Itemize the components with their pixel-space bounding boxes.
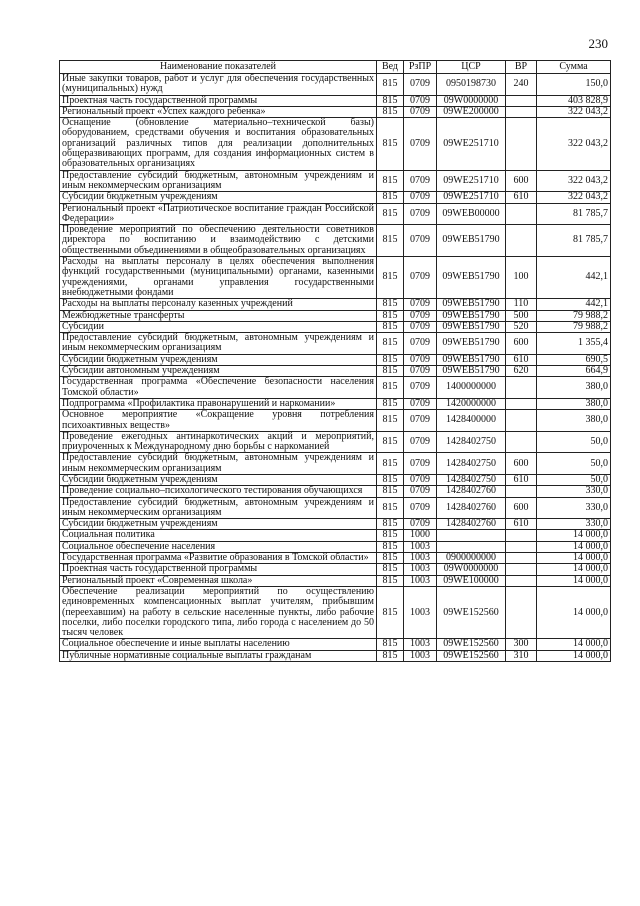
cell-name: Проектная часть государственной программы	[60, 95, 377, 106]
table-row	[60, 486, 611, 497]
cell-name: Проведение ежегодных антинаркотических акций и мероприятий, приуроченных к Международному дню борьбы с наркоманией	[60, 431, 377, 453]
cell-sum: 322 043,2	[537, 118, 611, 170]
cell-name: Обеспечение реализации мероприятий по осуществлению единовременных компенсационных выплат учителям, прибывшим (переехавшим) на работу в сельские населенные пункты, либо рабочие поселки, либо поселки городского типа, либо города с населением до 50 тысяч человек	[60, 586, 377, 638]
cell-vr: 610	[506, 474, 537, 485]
header-csr: ЦСР	[437, 61, 506, 74]
table-row	[60, 95, 611, 106]
cell-ved: 815	[377, 586, 404, 638]
cell-csr: 1428402760	[437, 486, 506, 497]
cell-sum: 442,1	[537, 299, 611, 310]
cell-csr: 09WE152560	[437, 639, 506, 650]
cell-vr: 100	[506, 257, 537, 299]
table-row	[60, 118, 611, 170]
cell-csr: 1428402760	[437, 519, 506, 530]
cell-sum: 79 988,2	[537, 310, 611, 321]
cell-sum: 322 043,2	[537, 106, 611, 117]
cell-rzpr: 1003	[404, 639, 437, 650]
cell-csr: 1420000000	[437, 398, 506, 409]
cell-vr: 310	[506, 650, 537, 661]
cell-sum: 1 355,4	[537, 333, 611, 355]
table-row	[60, 366, 611, 377]
cell-rzpr: 0709	[404, 257, 437, 299]
cell-vr	[506, 106, 537, 117]
cell-sum: 322 043,2	[537, 192, 611, 203]
cell-ved: 815	[377, 354, 404, 365]
cell-sum: 14 000,0	[537, 639, 611, 650]
cell-csr: 1400000000	[437, 377, 506, 399]
cell-name: Региональный проект «Современная школа»	[60, 575, 377, 586]
cell-rzpr: 0709	[404, 474, 437, 485]
cell-vr	[506, 564, 537, 575]
cell-ved: 815	[377, 497, 404, 519]
cell-name: Предоставление субсидий бюджетным, автономным учреждениям и иным некоммерческим организациям	[60, 333, 377, 355]
cell-rzpr: 0709	[404, 453, 437, 475]
cell-name: Региональный проект «Патриотическое воспитание граждан Российской Федерации»	[60, 203, 377, 225]
table-row	[60, 575, 611, 586]
cell-rzpr: 0709	[404, 497, 437, 519]
cell-sum: 322 043,2	[537, 170, 611, 192]
cell-csr: 1428402750	[437, 453, 506, 475]
cell-rzpr: 0709	[404, 410, 437, 432]
cell-csr: 09WEB00000	[437, 203, 506, 225]
cell-ved: 815	[377, 310, 404, 321]
cell-rzpr: 0709	[404, 486, 437, 497]
table-row	[60, 564, 611, 575]
cell-sum: 380,0	[537, 398, 611, 409]
cell-rzpr: 0709	[404, 74, 437, 96]
cell-sum: 50,0	[537, 474, 611, 485]
header-ved: Вед	[377, 61, 404, 74]
cell-name: Расходы на выплаты персоналу в целях обеспечения выполнения функций государственными (муниципальными) органами, казенными учреждениями, органами управления государственными внебюджетными фондами	[60, 257, 377, 299]
cell-vr	[506, 553, 537, 564]
cell-rzpr: 1003	[404, 650, 437, 661]
cell-csr: 09WEB51790	[437, 333, 506, 355]
table-row	[60, 410, 611, 432]
cell-ved: 815	[377, 95, 404, 106]
cell-ved: 815	[377, 519, 404, 530]
table-row	[60, 497, 611, 519]
cell-rzpr: 0709	[404, 225, 437, 257]
cell-ved: 815	[377, 650, 404, 661]
table-row	[60, 541, 611, 552]
cell-rzpr: 0709	[404, 366, 437, 377]
cell-vr: 600	[506, 497, 537, 519]
cell-vr	[506, 118, 537, 170]
cell-name: Социальная политика	[60, 530, 377, 541]
table-row	[60, 431, 611, 453]
cell-vr	[506, 575, 537, 586]
cell-sum: 50,0	[537, 431, 611, 453]
table-row	[60, 453, 611, 475]
cell-name: Социальное обеспечение населения	[60, 541, 377, 552]
cell-sum: 664,9	[537, 366, 611, 377]
cell-name: Межбюджетные трансферты	[60, 310, 377, 321]
table-row	[60, 321, 611, 332]
cell-ved: 815	[377, 474, 404, 485]
cell-rzpr: 0709	[404, 333, 437, 355]
cell-csr: 1428402750	[437, 474, 506, 485]
cell-rzpr: 0709	[404, 170, 437, 192]
cell-csr	[437, 541, 506, 552]
cell-ved: 815	[377, 431, 404, 453]
cell-sum: 14 000,0	[537, 586, 611, 638]
cell-rzpr: 0709	[404, 398, 437, 409]
cell-ved: 815	[377, 541, 404, 552]
cell-name: Субсидии бюджетным учреждениям	[60, 192, 377, 203]
cell-name: Субсидии	[60, 321, 377, 332]
table-row	[60, 519, 611, 530]
cell-sum: 330,0	[537, 519, 611, 530]
cell-name: Предоставление субсидий бюджетным, автономным учреждениям и иным некоммерческим организациям	[60, 170, 377, 192]
cell-vr: 600	[506, 453, 537, 475]
cell-vr	[506, 410, 537, 432]
cell-vr: 240	[506, 74, 537, 96]
cell-sum: 14 000,0	[537, 575, 611, 586]
table-row	[60, 203, 611, 225]
header-sum: Сумма	[537, 61, 611, 74]
cell-ved: 815	[377, 257, 404, 299]
cell-name: Субсидии автономным учреждениям	[60, 366, 377, 377]
cell-vr	[506, 203, 537, 225]
cell-name: Подпрограмма «Профилактика правонарушений и наркомании»	[60, 398, 377, 409]
cell-name: Иные закупки товаров, работ и услуг для обеспечения государственных (муниципальных) нужд	[60, 74, 377, 96]
cell-csr: 09WE152560	[437, 650, 506, 661]
cell-name: Расходы на выплаты персоналу казенных учреждений	[60, 299, 377, 310]
cell-csr: 09WEB51790	[437, 321, 506, 332]
cell-ved: 815	[377, 530, 404, 541]
cell-name: Субсидии бюджетным учреждениям	[60, 354, 377, 365]
header-rzpr: РзПР	[404, 61, 437, 74]
cell-sum: 81 785,7	[537, 203, 611, 225]
cell-csr: 09WE152560	[437, 586, 506, 638]
cell-rzpr: 1003	[404, 564, 437, 575]
cell-vr	[506, 541, 537, 552]
cell-csr: 1428402760	[437, 497, 506, 519]
table-row	[60, 257, 611, 299]
cell-rzpr: 0709	[404, 203, 437, 225]
cell-name: Предоставление субсидий бюджетным, автономным учреждениям и иным некоммерческим организациям	[60, 497, 377, 519]
table-row	[60, 333, 611, 355]
cell-csr	[437, 530, 506, 541]
cell-vr: 600	[506, 333, 537, 355]
table-row	[60, 170, 611, 192]
cell-name: Субсидии бюджетным учреждениям	[60, 474, 377, 485]
cell-csr: 09W0000000	[437, 95, 506, 106]
cell-sum: 14 000,0	[537, 650, 611, 661]
table-row	[60, 310, 611, 321]
cell-sum: 150,0	[537, 74, 611, 96]
cell-ved: 815	[377, 564, 404, 575]
table-row	[60, 474, 611, 485]
cell-ved: 815	[377, 321, 404, 332]
cell-csr: 09WE200000	[437, 106, 506, 117]
cell-csr: 09WE251710	[437, 118, 506, 170]
cell-csr: 0900000000	[437, 553, 506, 564]
cell-sum: 14 000,0	[537, 541, 611, 552]
cell-rzpr: 0709	[404, 118, 437, 170]
cell-csr: 09WE251710	[437, 192, 506, 203]
cell-vr: 600	[506, 170, 537, 192]
cell-vr	[506, 486, 537, 497]
cell-csr: 09WEB51790	[437, 257, 506, 299]
cell-sum: 380,0	[537, 377, 611, 399]
table-row	[60, 650, 611, 661]
cell-ved: 815	[377, 203, 404, 225]
table-row	[60, 586, 611, 638]
header-name: Наименование показателей	[60, 61, 377, 74]
cell-ved: 815	[377, 453, 404, 475]
cell-ved: 815	[377, 410, 404, 432]
cell-name: Оснащение (обновление материально–технической базы) оборудованием, средствами обучения и воспитания образовательных организаций различных типов для реализации дополнительных общеразвивающих программ, для создания информационных систем в образовательных организациях	[60, 118, 377, 170]
cell-ved: 815	[377, 333, 404, 355]
cell-rzpr: 0709	[404, 377, 437, 399]
table-header-row	[60, 61, 611, 74]
cell-name: Проведение социально–психологического тестирования обучающихся	[60, 486, 377, 497]
page-number: 230	[588, 36, 608, 51]
cell-ved: 815	[377, 639, 404, 650]
cell-vr	[506, 530, 537, 541]
cell-vr: 520	[506, 321, 537, 332]
cell-vr: 500	[506, 310, 537, 321]
cell-ved: 815	[377, 299, 404, 310]
cell-rzpr: 1003	[404, 575, 437, 586]
cell-vr: 610	[506, 354, 537, 365]
cell-rzpr: 0709	[404, 106, 437, 117]
cell-rzpr: 0709	[404, 310, 437, 321]
table-row	[60, 377, 611, 399]
cell-rzpr: 0709	[404, 299, 437, 310]
table-row	[60, 225, 611, 257]
cell-rzpr: 1003	[404, 553, 437, 564]
cell-sum: 14 000,0	[537, 553, 611, 564]
cell-vr	[506, 586, 537, 638]
table-row	[60, 639, 611, 650]
cell-vr: 610	[506, 519, 537, 530]
cell-csr: 09WEB51790	[437, 225, 506, 257]
cell-vr	[506, 431, 537, 453]
cell-sum: 81 785,7	[537, 225, 611, 257]
cell-rzpr: 0709	[404, 321, 437, 332]
table-row	[60, 74, 611, 96]
cell-csr: 1428400000	[437, 410, 506, 432]
cell-csr: 09WE100000	[437, 575, 506, 586]
cell-name: Проектная часть государственной программы	[60, 564, 377, 575]
cell-ved: 815	[377, 192, 404, 203]
cell-vr	[506, 95, 537, 106]
table-row	[60, 354, 611, 365]
cell-vr: 610	[506, 192, 537, 203]
header-vr: ВР	[506, 61, 537, 74]
table-row	[60, 398, 611, 409]
table-row	[60, 192, 611, 203]
cell-vr: 300	[506, 639, 537, 650]
cell-ved: 815	[377, 74, 404, 96]
cell-name: Предоставление субсидий бюджетным, автономным учреждениям и иным некоммерческим организациям	[60, 453, 377, 475]
cell-csr: 1428402750	[437, 431, 506, 453]
table-row	[60, 299, 611, 310]
cell-csr: 09WEB51790	[437, 366, 506, 377]
cell-name: Публичные нормативные социальные выплаты гражданам	[60, 650, 377, 661]
cell-ved: 815	[377, 575, 404, 586]
cell-vr: 620	[506, 366, 537, 377]
cell-name: Социальное обеспечение и иные выплаты населению	[60, 639, 377, 650]
cell-ved: 815	[377, 366, 404, 377]
cell-name: Региональный проект «Успех каждого ребенка»	[60, 106, 377, 117]
cell-vr	[506, 398, 537, 409]
cell-vr	[506, 225, 537, 257]
cell-csr: 0950198730	[437, 74, 506, 96]
cell-sum: 380,0	[537, 410, 611, 432]
cell-sum: 50,0	[537, 453, 611, 475]
cell-rzpr: 0709	[404, 354, 437, 365]
cell-name: Государственная программа «Обеспечение безопасности населения Томской области»	[60, 377, 377, 399]
cell-sum: 442,1	[537, 257, 611, 299]
cell-csr: 09WEB51790	[437, 299, 506, 310]
cell-rzpr: 1003	[404, 541, 437, 552]
table-row	[60, 530, 611, 541]
cell-rzpr: 1000	[404, 530, 437, 541]
cell-ved: 815	[377, 118, 404, 170]
cell-sum: 330,0	[537, 497, 611, 519]
cell-name: Проведение мероприятий по обеспечению деятельности советников директора по воспитанию и взаимодействию с детскими общественными объединениями в общеобразовательных организациях	[60, 225, 377, 257]
cell-ved: 815	[377, 398, 404, 409]
cell-csr: 09WEB51790	[437, 354, 506, 365]
cell-ved: 815	[377, 170, 404, 192]
cell-csr: 09WE251710	[437, 170, 506, 192]
cell-ved: 815	[377, 553, 404, 564]
cell-ved: 815	[377, 377, 404, 399]
cell-vr: 110	[506, 299, 537, 310]
cell-sum: 14 000,0	[537, 564, 611, 575]
cell-sum: 79 988,2	[537, 321, 611, 332]
cell-name: Основное мероприятие «Сокращение уровня потребления психоактивных веществ»	[60, 410, 377, 432]
cell-rzpr: 0709	[404, 431, 437, 453]
cell-ved: 815	[377, 486, 404, 497]
cell-rzpr: 1003	[404, 586, 437, 638]
cell-sum: 403 828,9	[537, 95, 611, 106]
table-row	[60, 553, 611, 564]
table-row	[60, 106, 611, 117]
cell-csr: 09WEB51790	[437, 310, 506, 321]
cell-ved: 815	[377, 106, 404, 117]
cell-csr: 09W0000000	[437, 564, 506, 575]
cell-sum: 330,0	[537, 486, 611, 497]
cell-name: Государственная программа «Развитие образования в Томской области»	[60, 553, 377, 564]
cell-rzpr: 0709	[404, 95, 437, 106]
cell-sum: 14 000,0	[537, 530, 611, 541]
cell-rzpr: 0709	[404, 519, 437, 530]
cell-ved: 815	[377, 225, 404, 257]
cell-vr	[506, 377, 537, 399]
cell-name: Субсидии бюджетным учреждениям	[60, 519, 377, 530]
budget-table	[59, 60, 611, 662]
cell-rzpr: 0709	[404, 192, 437, 203]
cell-sum: 690,5	[537, 354, 611, 365]
